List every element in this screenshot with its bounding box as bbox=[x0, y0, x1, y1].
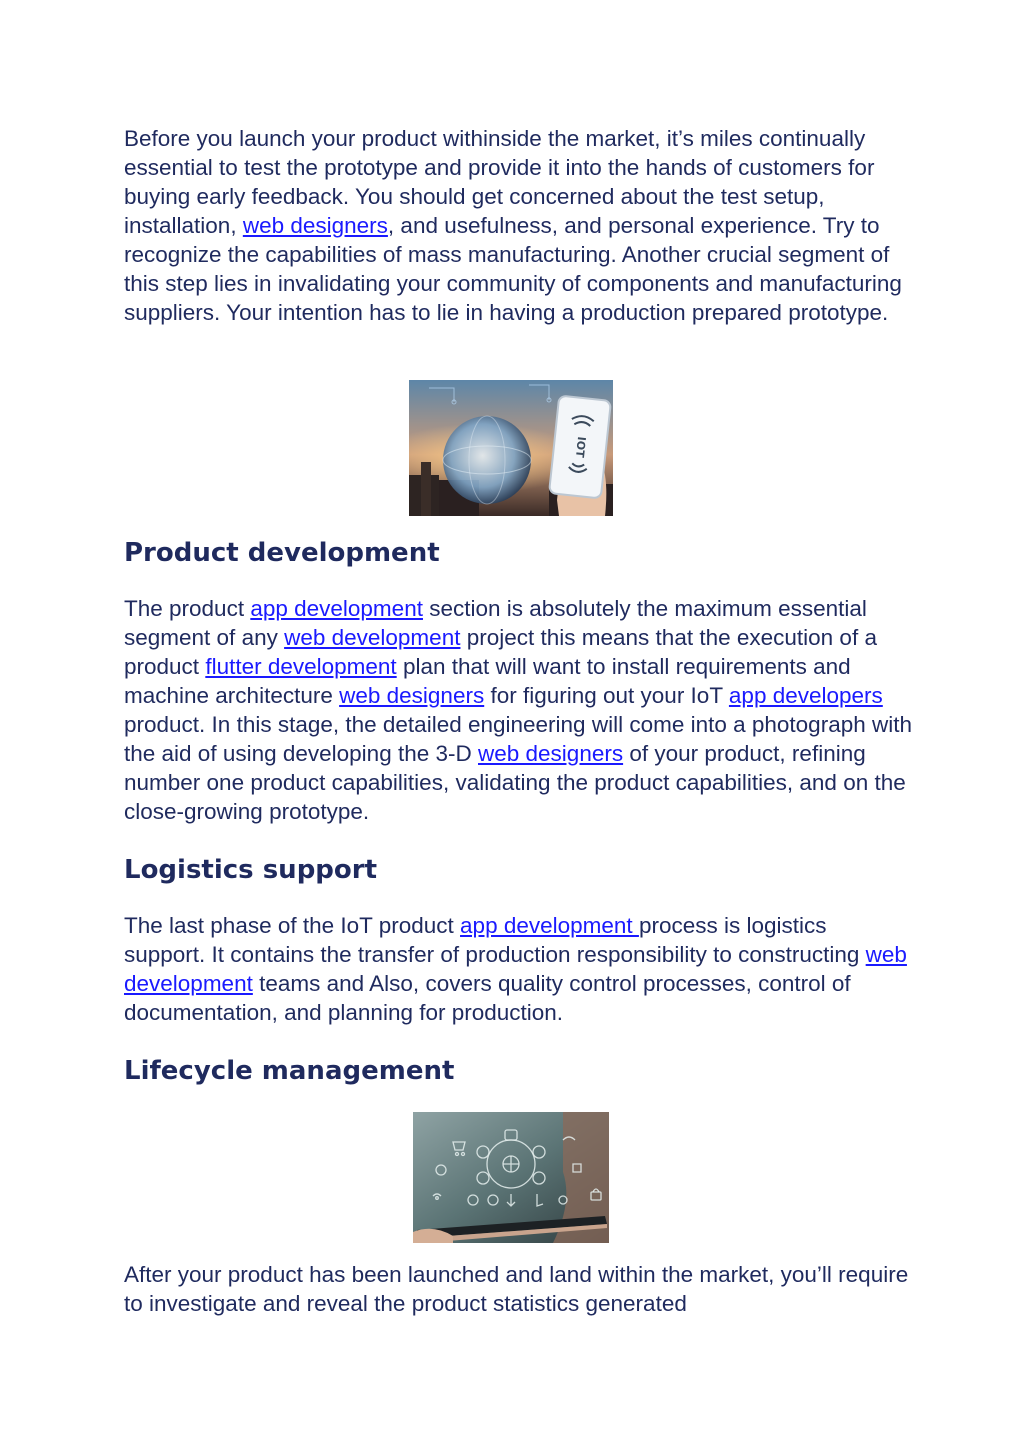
iot-phone-image bbox=[409, 380, 613, 516]
link-flutter-development[interactable]: flutter development bbox=[205, 654, 397, 679]
phone-iot-label: IOT bbox=[572, 435, 589, 459]
logistics-paragraph: The last phase of the IoT product app development process is logistics support. It contains the transfer of production responsibility to constructing web development teams and Also, covers quality control processes, control of documentation, and planning for production. bbox=[124, 913, 907, 1025]
heading-product-development: Product development bbox=[124, 538, 440, 568]
tablet-icons-image bbox=[413, 1112, 609, 1243]
intro-paragraph: Before you launch your product withinside the market, it’s miles continually essential to test the prototype and provide it into the hands of customers for buying early feedback. You should get concerned about the test setup, installation, web designers, and usefulness, and personal experience. Try to recognize the capabilities of mass manufacturing. Another crucial segment of this step lies in invalidating your community of components and manufacturing suppliers. Your intention has to lie in having a production prepared prototype. bbox=[124, 126, 902, 325]
link-app-developers[interactable]: app developers bbox=[728, 683, 883, 708]
link-app-development[interactable]: app development bbox=[250, 596, 423, 621]
iot-phone-illustration bbox=[409, 380, 613, 516]
heading-logistics-support: Logistics support bbox=[124, 855, 378, 885]
product-development-paragraph: The product app development section is absolutely the maximum essential segment of any web development project this means that the execution of a product flutter development plan that will want to install requirements and machine architecture web designers for figuring out your IoT app developers product. In this stage, the detailed engineering will come into a photograph with the aid of using developing the 3-D web designers of your product, refining number one product capabilities, validating the product capabilities, and on the close-growing prototype. bbox=[124, 596, 912, 824]
lifecycle-paragraph: After your product has been launched and land within the market, you’ll require to investigate and reveal the product statistics generated bbox=[124, 1262, 909, 1316]
link-web-development-2[interactable]: web development bbox=[124, 942, 907, 996]
link-web-designers[interactable]: web designers bbox=[242, 213, 388, 238]
link-web-designers-2[interactable]: web designers bbox=[339, 683, 485, 708]
link-web-designers-3[interactable]: web designers bbox=[478, 741, 624, 766]
tablet-icons-illustration bbox=[413, 1112, 609, 1243]
link-web-development[interactable]: web development bbox=[284, 625, 461, 650]
link-app-development-2[interactable]: app development bbox=[460, 913, 639, 938]
heading-lifecycle-management: Lifecycle management bbox=[124, 1056, 455, 1086]
